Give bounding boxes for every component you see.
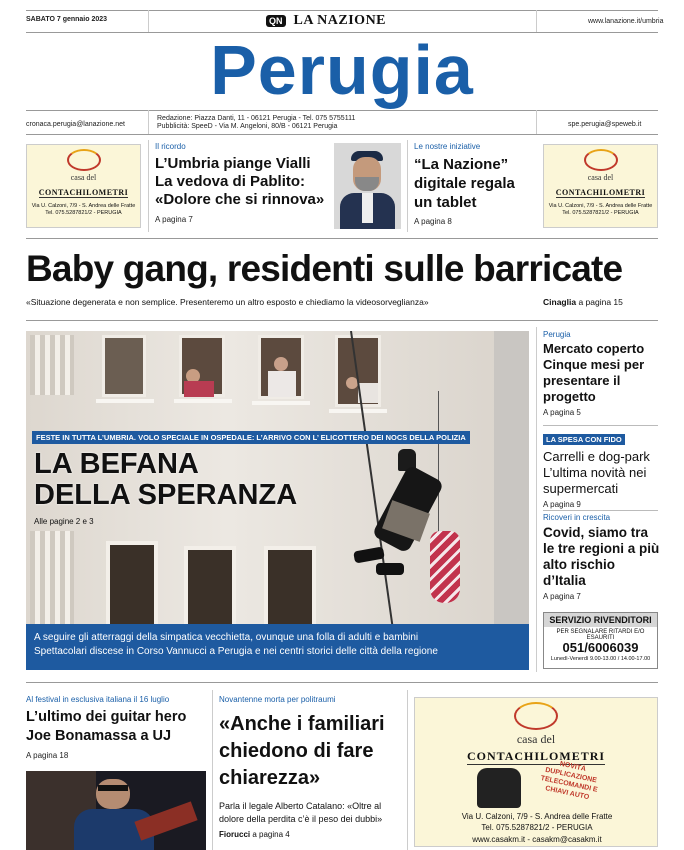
servizio-phone[interactable]: 051/6006039 (562, 640, 639, 655)
qn-logo: QN (266, 15, 286, 27)
befana-photo[interactable] (26, 331, 529, 670)
issue-date: SABATO 7 gennaio 2023 (26, 16, 108, 23)
redazione-line: Redazione: Piazza Danti, 11 - 06121 Perugia - Tel. 075 5755111 (157, 115, 356, 122)
site-url[interactable]: www.lanazione.it/umbria (588, 18, 664, 25)
gauge-logo-icon (514, 702, 558, 730)
ad-address: Via U. Calzoni, 7/9 - S. Andrea delle Fratte (31, 203, 136, 209)
story-bonamassa-page-ref: A pagina 18 (26, 751, 69, 760)
ad-line2: CONTACHILOMETRI (555, 188, 646, 197)
ad-line1: casa del (587, 173, 614, 182)
car-key-icon (477, 768, 521, 808)
ad-line2: CONTACHILOMETRI (38, 188, 129, 197)
story-novantenne[interactable] (219, 695, 405, 839)
story-bonamassa-headline: L’ultimo dei guitar hero Joe Bonamassa a UJ (26, 709, 187, 744)
ad-large-line1: casa del (516, 732, 556, 746)
story-vialli-page-ref: A pagina 7 (155, 215, 193, 224)
gauge-logo-icon (584, 149, 618, 171)
sidebar-story-covid[interactable] (543, 513, 661, 601)
brand-name: LA NAZIONE (293, 13, 387, 28)
servizio-rivenditori-box (543, 612, 658, 669)
ad-large-web: www.casakm.it - casakm@casakm.it (472, 835, 602, 844)
story-vialli-headline: L’Umbria piange Vialli La vedova di Pablito: «Dolore che si rinnova» (155, 155, 325, 208)
bonamassa-photo (26, 771, 206, 850)
story-tablet-headline: “La Nazione” digitale regala un tablet (414, 156, 515, 211)
story-tablet-page-ref: A pagina 8 (414, 217, 452, 226)
contact-email-right[interactable]: spe.perugia@speweb.it (568, 121, 642, 128)
sidebar-s2-headline: Carrelli e dog-park L’ultima novità nei supermercati (543, 449, 650, 496)
befana-title (34, 449, 297, 511)
befana-banner: FESTE IN TUTTA L’UMBRIA. VOLO SPECIALE IN OSPEDALE: L’ARRIVO CON L’ ELICOTTERO DEI NOCS DELLA POLIZIA (32, 431, 470, 444)
ad-large-line2: CONTACHILOMETRI (466, 749, 606, 763)
main-page-ref: a pagina 15 (578, 297, 623, 307)
story-tablet-kicker: Le nostre iniziative (414, 142, 481, 151)
main-subhead (26, 297, 658, 307)
befana-title-line2: DELLA SPERANZA (34, 479, 298, 511)
story-novantenne-page-ref: a pagina 4 (252, 830, 290, 839)
page-title: Perugia (210, 31, 474, 109)
ad-contachilometri-large[interactable] (414, 697, 658, 847)
story-novantenne-body: Parla il legale Alberto Catalano: «Oltre al dolore della perdita c’è il peso dei dubbi» (219, 801, 383, 824)
befana-title-line1: LA BEFANA (34, 448, 199, 480)
sidebar-story-mercato[interactable] (543, 330, 661, 417)
story-vialli[interactable] (155, 142, 327, 224)
main-subhead-text: «Situazione degenerata e non semplice. Presenteremo un altro esposto e chiediamo la videosorveglianza» (26, 297, 429, 307)
story-bonamassa-kicker: Al festival in esclusiva italiana il 16 luglio (26, 695, 170, 704)
sidebar-story-carrelli[interactable] (543, 429, 661, 509)
sidebar-s1-headline: Mercato coperto Cinque mesi per presentare il progetto (543, 341, 645, 404)
gauge-logo-icon (67, 149, 101, 171)
befana-caption (26, 624, 529, 670)
story-novantenne-headline: «Anche i familiari chiedono di fare chiarezza» (219, 713, 385, 789)
sidebar-s3-kicker: Ricoveri in crescita (543, 513, 611, 522)
ad-phone: Tel. 075.5287821/2 - PERUGIA (45, 210, 122, 216)
befana-page-ref: Alle pagine 2 e 3 (34, 517, 94, 526)
sidebar-s3-headline: Covid, siamo tra le tre regioni a più alto rischio d’Italia (543, 525, 660, 588)
pubblicita-line: Pubblicità: SpeeD - Via M. Angeloni, 80/B - 06121 Perugia (157, 123, 338, 130)
ad-phone: Tel. 075.5287821/2 - PERUGIA (562, 210, 639, 216)
sidebar-s1-ref: A pagina 5 (543, 408, 581, 417)
ad-contachilometri-right[interactable] (543, 144, 658, 228)
befana-caption-line1: A seguire gli atterraggi della simpatica vecchietta, ovunque una folla di adulti e bambini (34, 632, 419, 643)
brand-block (266, 13, 386, 29)
sidebar-s3-ref: A pagina 7 (543, 592, 581, 601)
main-headline[interactable]: Baby gang, residenti sulle barricate (26, 248, 623, 289)
servizio-title: SERVIZIO RIVENDITORI (544, 613, 657, 627)
servizio-hours: Lunedì-Venerdì 9.00-13.00 / 14.00-17.00 (550, 656, 651, 662)
story-novantenne-author: Fiorucci (219, 830, 251, 839)
ad-large-promo: NOVITÀ DUPLICAZIONE TELECOMANDI E CHIAVI AUTO (539, 760, 599, 802)
sidebar-s1-kicker: Perugia (543, 330, 571, 339)
ad-large-phone: Tel. 075.5287821/2 - PERUGIA (481, 823, 593, 832)
contact-email-left[interactable]: cronaca.perugia@lanazione.net (26, 121, 125, 128)
story-vialli-kicker: Il ricordo (155, 142, 186, 151)
sidebar-s2-kicker: LA SPESA CON FIDO (543, 434, 625, 445)
ad-address: Via U. Calzoni, 7/9 - S. Andrea delle Fratte (548, 203, 653, 209)
sidebar-s2-ref: A pagina 9 (543, 500, 581, 509)
story-tablet[interactable] (414, 142, 534, 226)
ad-large-address: Via U. Calzoni, 7/9 - S. Andrea delle Fratte (461, 812, 613, 821)
story-novantenne-kicker: Novantenne morta per politraumi (219, 695, 336, 704)
ad-contachilometri-left[interactable] (26, 144, 141, 228)
redazione-info (157, 115, 355, 131)
vialli-photo (334, 143, 401, 229)
ad-line1: casa del (70, 173, 97, 182)
servizio-sub: PER SEGNALARE RITARDI E/O ESAURITI (556, 629, 645, 641)
main-author: Cinaglia (543, 297, 577, 307)
befana-caption-line2: Spettacolari discese in Corso Vannucci a Perugia e nei centri storici delle città della regione (34, 646, 438, 657)
story-bonamassa[interactable] (26, 695, 206, 760)
